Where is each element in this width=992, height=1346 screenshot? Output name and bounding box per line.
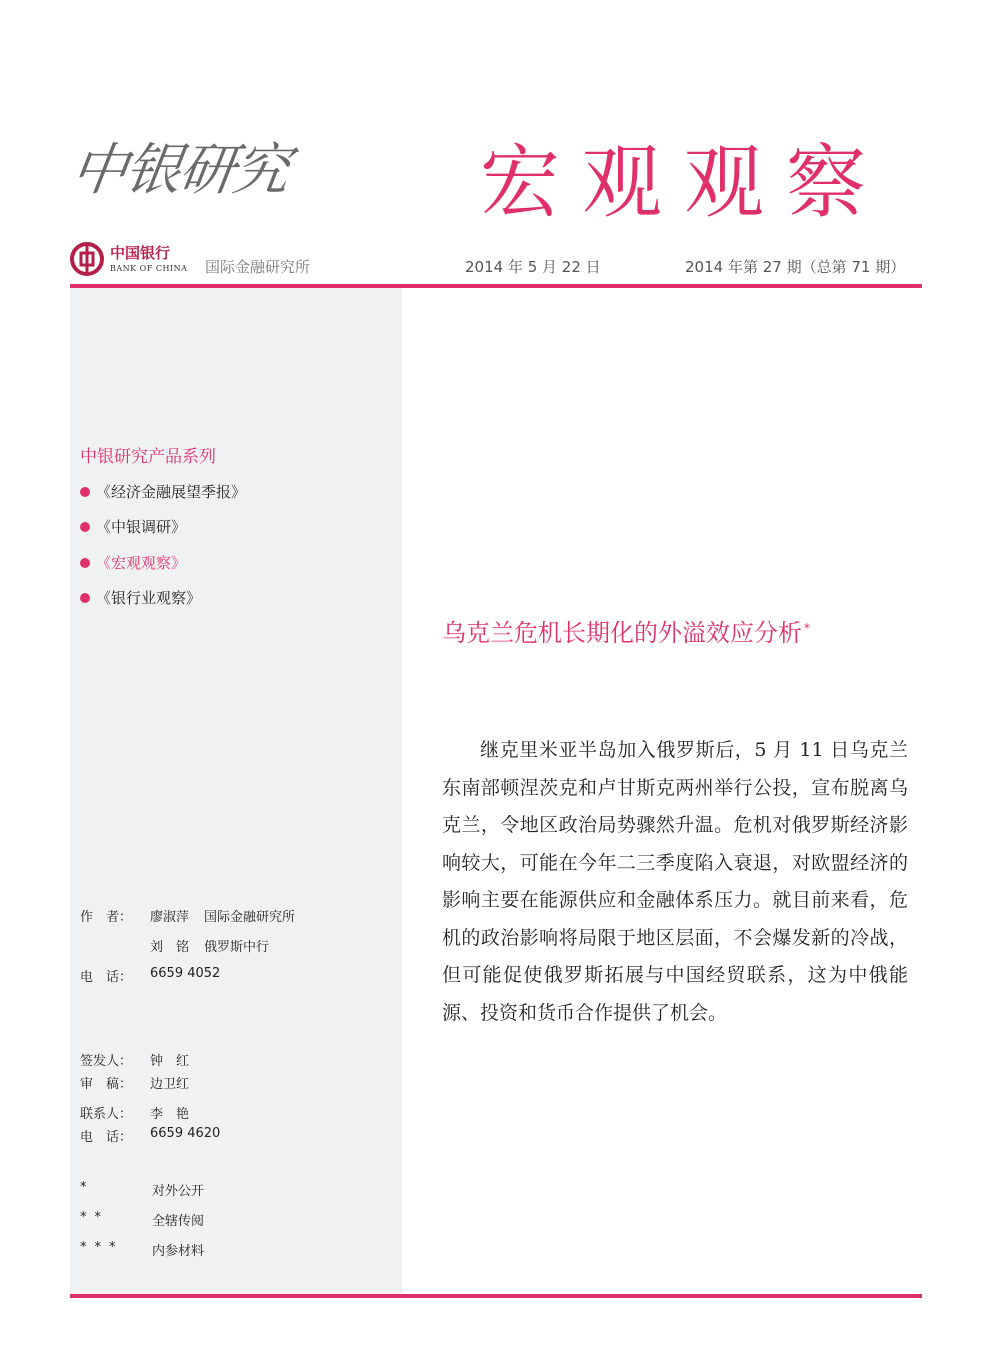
bullet-dot-icon [80, 522, 90, 532]
reviewer-label: 审 稿： [80, 1077, 133, 1092]
phone-number: 6659 4052 [150, 966, 221, 981]
classification-label: 全辖传阅 [152, 1214, 205, 1229]
author-name: 廖淑萍 [150, 910, 190, 925]
issue-date: 2014 年 5 月 22 日 [465, 258, 601, 276]
classification-mark: *** [80, 1240, 124, 1255]
boc-emblem-icon [70, 242, 104, 276]
series-item [80, 481, 246, 502]
bottom-divider [70, 1294, 922, 1298]
series-item [80, 587, 201, 608]
institute-name: 国际金融研究所 [205, 258, 311, 276]
title-footnote-mark: * [804, 621, 810, 635]
abstract-paragraph: 继克里米亚半岛加入俄罗斯后，5 月 11 日乌克兰东南部顿涅茨克和卢甘斯克两州举行公投，宣布脱离乌克兰，令地区政治局势骤然升温。危机对俄罗斯经济影响较大，可能在今年二三季度陷入衰退，对欧盟经济的影响主要在能源供应和金融体系压力。就目前来看，危机的政治影响将局限于地区层面，不会爆发新的冷战，但可能促使俄罗斯拓展与中国经贸联系，这为中俄能源、投资和货币合作提供了机会。 [442, 739, 908, 1024]
series-item-label: 《银行业观察》 [96, 589, 202, 607]
publication-title: 宏观观察 [480, 136, 888, 229]
phone-label: 电 话： [80, 970, 133, 985]
brand-calligraphy-logo: 中银研究 [66, 138, 292, 203]
author-name: 刘 铭 [150, 940, 190, 955]
author-org: 俄罗斯中行 [204, 940, 270, 955]
issue-number: 2014 年第 27 期（总第 71 期） [685, 258, 906, 276]
phone-number: 6659 4620 [150, 1126, 221, 1141]
series-item-label: 《宏观观察》 [96, 554, 187, 572]
issuer-label: 签发人： [80, 1054, 133, 1069]
series-item-label: 《中银调研》 [96, 518, 187, 536]
classification-mark: ** [80, 1210, 109, 1225]
series-item-active [80, 552, 186, 573]
contact-label: 联系人： [80, 1107, 133, 1122]
report-title [442, 613, 810, 648]
series-item [80, 516, 186, 537]
reviewer-name: 边卫红 [150, 1077, 190, 1092]
authors-label: 作 者： [80, 910, 133, 925]
boc-name-en: BANK OF CHINA [110, 264, 188, 273]
bullet-dot-icon [80, 487, 90, 497]
contact-name: 李 艳 [150, 1107, 190, 1122]
bullet-dot-icon [80, 593, 90, 603]
boc-name-cn: 中国银行 [110, 244, 171, 262]
classification-label: 对外公开 [152, 1184, 205, 1199]
classification-label: 内参材料 [152, 1244, 205, 1259]
classification-mark: * [80, 1180, 95, 1195]
issuer-name: 钟 红 [150, 1054, 190, 1069]
report-title-text: 乌克兰危机长期化的外溢效应分析 [442, 619, 802, 647]
phone-label: 电 话： [80, 1130, 133, 1145]
bullet-dot-icon [80, 558, 90, 568]
series-item-label: 《经济金融展望季报》 [96, 483, 247, 501]
author-org: 国际金融研究所 [204, 910, 296, 925]
series-title: 中银研究产品系列 [80, 447, 216, 467]
